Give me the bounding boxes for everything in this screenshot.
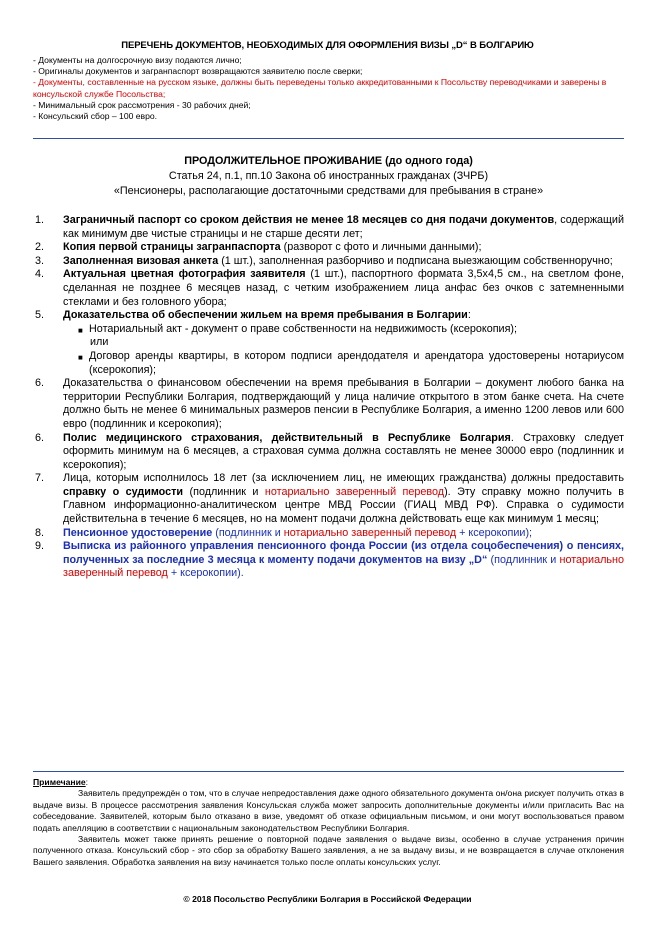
footer-copyright: © 2018 Посольство Республики Болгария в Российской Федерации: [183, 894, 472, 904]
section-category: «Пенсионеры, располагающие достаточными средствами для пребывания в стране»: [113, 185, 544, 197]
header-notes: [33, 55, 633, 122]
header-note-4: - Минимальный срок рассмотрения - 30 рабочих дней;: [33, 99, 251, 110]
header-note-3: - Документы, составленные на русском языке, должны быть переведены только аккредитованными к Посольству переводчиками и заверены в консульской службе Посольства;: [33, 77, 607, 99]
divider-top: [33, 138, 624, 139]
header-note-1: - Документы на долгосрочную визу подаются лично;: [33, 55, 242, 65]
list-item: 3. Заполненная визовая анкета (1 шт.), заполненная разборчиво и подписана выезжающим собственноручно;: [35, 254, 613, 267]
list-item: 2. Копия первой страницы загранпаспорта (разворот с фото и личными данными);: [35, 241, 482, 254]
header-note-5: - Консульский сбор – 100 евро.: [33, 111, 158, 122]
list-item: 6. Доказательства о финансовом обеспечении на время пребывания в Болгарии – документ любого банка на территории Республики Болгария, подтверждающий у лица наличие открытого в этом банке счета. На счете должно быть не менее 6 минимальных размеров пенсии в Республике Болгария, а именно 1200 левов или 600 евро (подлинник и ксерокопия);: [35, 377, 624, 430]
list-item: 9. Выписка из районного управления пенсионного фонда России (из отдела соцобеспечения) о пенсиях, полученных за последние 3 месяца к моменту подачи документов на визу „D“ (подлинник и нотариально заверенный перевод + ксерокопии).: [35, 540, 624, 580]
header-note-2: - Оригиналы документов и загранпаспорт возвращаются заявителю после сверки;: [33, 66, 363, 77]
list-item: 1. Заграничный паспорт со сроком действия не менее 18 месяцев со дня подачи документов, содержащий как минимум две чистые страницы и не старше десяти лет;: [35, 214, 624, 240]
documents-list: [33, 214, 624, 581]
list-item: 6. Полис медицинского страхования, действительный в Республике Болгария. Страховку следует оформить минимум на 6 месяцев, а страховая сумма должна составлять не менее 30000 евро (подлинник и ксерокопия);: [35, 431, 624, 471]
divider-bottom: [33, 771, 624, 772]
square-bullet-icon: ■: [78, 352, 83, 362]
note-title: Примечание: [33, 777, 86, 787]
list-item: 8. Пенсионное удостоверение (подлинник и нотариально заверенный перевод + ксерокопии);: [35, 526, 533, 539]
list-item: 4. Актуальная цветная фотография заявителя (1 шт.), паспортного формата 3,5х4,5 см., на светлом фоне, сделанная не позднее 6 месяцев назад, с четким изображением лица анфас без очков с затемненными стеклами и без головного убора;: [35, 268, 624, 308]
list-item: 5. Доказательства об обеспечении жильем на время пребывания в Болгарии:: [35, 309, 471, 322]
note-block: Примечание: Заявитель предупреждён о том, что в случае непредоставления даже одного обязательного документа он/она рискует получить отказ в выдаче визы. В процессе рассмотрения заявления Консульская служба может запросить дополнительные документы и/или пригласить Вас на собеседование. Заявителей, которым было отказано в визе, уведомят об отказе официальным письмом, и они могут воспользоваться правом подать апелляцию в соответствии с национальным законодательством Республики Болгария. Заявитель может также принять решение о повторной подаче заявления о выдаче визы, особенно в случае устранения причин полученного отказа. Консульский сбор - это сбор за обработку Вашего заявления, а не за выдачу визы, и не возвращается в случае отклонения Вашего заявления. Обработка заявления на визу начинается только после оплаты консульских услуг.: [33, 777, 624, 867]
section-law: Статья 24, п.1, пп.10 Закона об иностранных гражданах (ЗЧРБ): [168, 170, 489, 182]
note-paragraph-1: Заявитель предупреждён о том, что в случае непредоставления даже одного обязательного документа он/она рискует получить отказ в выдаче визы. В процессе рассмотрения заявления Консульская служба может запросить дополнительные документы и/или пригласить Вас на собеседование. Заявителей, которым было отказано в визе, уведомят об отказе официальным письмом, и они могут воспользоваться правом подать апелляцию в соответствии с национальным законодательством Республики Болгария.: [33, 788, 624, 833]
or-label: или: [90, 336, 109, 349]
list-subitem: ■ Нотариальный акт - документ о праве собственности на недвижимость (ксерокопия);: [33, 323, 624, 337]
list-item: 7. Лица, которым исполнилось 18 лет (за исключением лиц, не имеющих гражданства) должны предоставить справку о судимости (подлинник и нотариально заверенный перевод). Эту справку можно получить в Главном информационно-аналитическом центре МВД России (ГИАЦ МВД РФ). Справка о судимости действительна в течение 6 месяцев, но на момент подачи должна действовать еще как минимум 1 месяц;: [35, 472, 624, 526]
square-bullet-icon: ■: [78, 325, 83, 335]
note-paragraph-2: Заявитель может также принять решение о повторной подаче заявления о выдаче визы, особенно в случае устранения причин полученного отказа. Консульский сбор - это сбор за обработку Вашего заявления, а не за выдачу визы, и не возвращается в случае отклонения Вашего заявления. Обработка заявления на визу начинается только после оплаты консульских услуг.: [33, 834, 624, 867]
document-title: ПЕРЕЧЕНЬ ДОКУМЕНТОВ, НЕОБХОДИМЫХ ДЛЯ ОФОРМЛЕНИЯ ВИЗЫ „D“ В БОЛГАРИЮ: [121, 40, 534, 51]
list-subitem: ■ Договор аренды квартиры, в котором подписи арендодателя и арендатора удостоверены нотариусом (ксерокопия);: [78, 349, 624, 376]
section-heading: [33, 154, 624, 199]
section-title: ПРОДОЛЖИТЕЛЬНОЕ ПРОЖИВАНИЕ (до одного года): [184, 155, 473, 167]
